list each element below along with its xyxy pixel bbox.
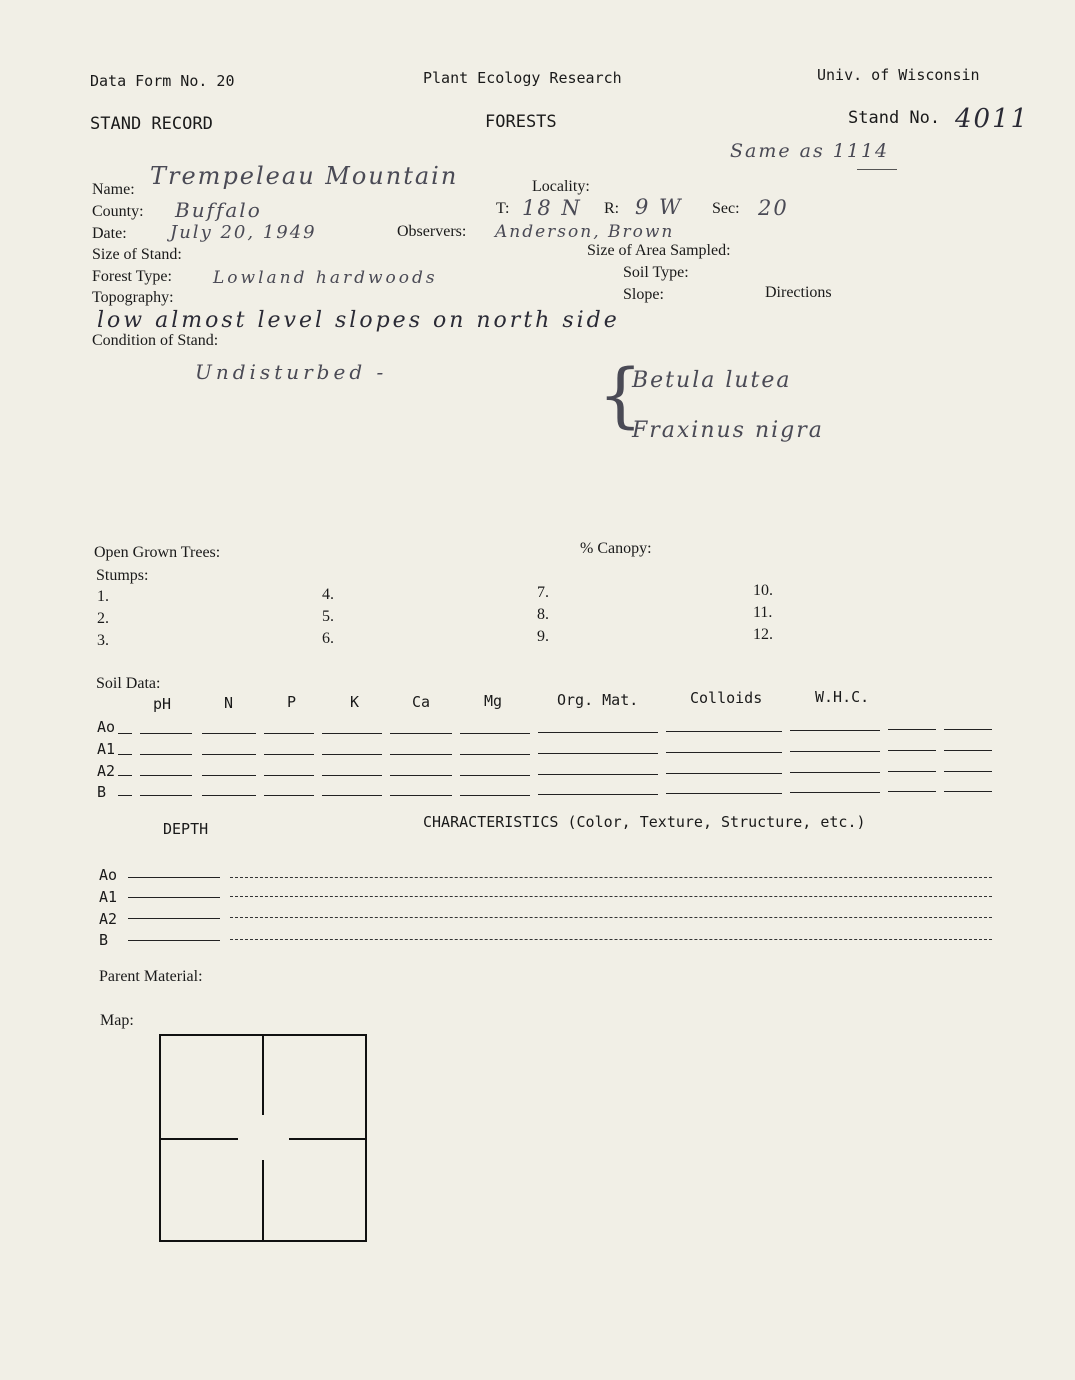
forest-type-label: Forest Type: xyxy=(92,268,172,285)
stump-number: 10. xyxy=(753,582,773,599)
stump-number: 9. xyxy=(537,628,549,645)
soil-horizon-label: A1 xyxy=(97,740,116,758)
profile-horizon-label: A2 xyxy=(99,910,118,928)
depth-label: DEPTH xyxy=(163,820,209,838)
locality-label: Locality: xyxy=(532,178,590,195)
stumps-label: Stumps: xyxy=(96,567,149,584)
map-line-top xyxy=(262,1036,264,1115)
record-category: FORESTS xyxy=(485,112,557,132)
condition-label: Condition of Stand: xyxy=(92,332,219,349)
county-label: County: xyxy=(92,203,144,220)
university-name: Univ. of Wisconsin xyxy=(817,66,980,84)
stump-number: 4. xyxy=(322,586,334,603)
soil-col-ca: Ca xyxy=(412,693,431,711)
soil-horizon-label: B xyxy=(97,783,107,801)
stump-number: 12. xyxy=(753,626,773,643)
soil-col-colloids: Colloids xyxy=(690,689,763,707)
soil-col-whc: W.H.C. xyxy=(815,688,870,706)
soil-horizon-label: Ao xyxy=(97,718,116,736)
parent-material-label: Parent Material: xyxy=(99,968,203,985)
characteristics-label: CHARACTERISTICS (Color, Texture, Structure, etc.) xyxy=(423,813,866,831)
soil-col-org-mat: Org. Mat. xyxy=(557,691,639,709)
date-value: July 20, 1949 xyxy=(170,222,317,243)
name-label: Name: xyxy=(92,181,135,198)
stump-number: 3. xyxy=(97,632,109,649)
township-value: 18 N xyxy=(522,196,582,220)
soil-data-label: Soil Data: xyxy=(96,675,161,692)
topography-label: Topography: xyxy=(92,289,174,306)
map-line-bottom xyxy=(262,1160,264,1242)
date-label: Date: xyxy=(92,225,127,242)
size-of-area-label: Size of Area Sampled: xyxy=(587,242,731,259)
size-of-stand-label: Size of Stand: xyxy=(92,246,182,263)
soil-col-mg: Mg xyxy=(484,692,503,710)
topography-value: low almost level slopes on north side xyxy=(97,308,620,333)
same-as-note: Same as 1114 xyxy=(730,140,890,162)
record-type: STAND RECORD xyxy=(90,114,213,134)
species-fraxinus-nigra: Fraxinus nigra xyxy=(632,418,824,443)
stump-number: 7. xyxy=(537,584,549,601)
stump-number: 5. xyxy=(322,608,334,625)
profile-horizon-label: B xyxy=(99,931,109,949)
same-as-underline xyxy=(857,169,897,170)
county-value: Buffalo xyxy=(175,198,262,222)
stand-number-value: 4011 xyxy=(955,104,1030,134)
range-label: R: xyxy=(604,200,620,217)
department-title: Plant Ecology Research xyxy=(423,69,622,87)
forest-type-value: Lowland hardwoods xyxy=(213,268,438,288)
form-number: Data Form No. 20 xyxy=(90,72,235,90)
name-value: Trempeleau Mountain xyxy=(150,162,459,190)
soil-horizon-label: A2 xyxy=(97,762,116,780)
species-brace: { xyxy=(598,354,643,436)
section-label: Sec: xyxy=(712,200,740,217)
stump-number: 1. xyxy=(97,588,109,605)
soil-col-ph: pH xyxy=(153,695,172,713)
soil-col-k: K xyxy=(350,693,360,711)
township-label: T: xyxy=(496,200,510,217)
soil-type-label: Soil Type: xyxy=(623,264,689,281)
stand-number-label: Stand No. xyxy=(848,108,941,128)
soil-col-p: P xyxy=(287,693,297,711)
range-value: 9 W xyxy=(635,195,683,219)
condition-value: Undisturbed - xyxy=(195,360,388,384)
open-grown-trees-label: Open Grown Trees: xyxy=(94,544,221,561)
soil-col-n: N xyxy=(224,694,234,712)
stump-number: 11. xyxy=(753,604,773,621)
species-betula-lutea: Betula lutea xyxy=(632,368,792,393)
map-grid xyxy=(159,1034,367,1242)
map-line-left xyxy=(161,1138,238,1140)
map-line-right xyxy=(289,1138,367,1140)
directions-label: Directions xyxy=(765,284,832,301)
stump-number: 2. xyxy=(97,610,109,627)
profile-horizon-label: A1 xyxy=(99,888,118,906)
profile-horizon-label: Ao xyxy=(99,866,118,884)
observers-label: Observers: xyxy=(397,223,467,240)
stump-number: 6. xyxy=(322,630,334,647)
canopy-label: % Canopy: xyxy=(580,540,652,557)
map-label: Map: xyxy=(100,1012,134,1029)
observers-value: Anderson, Brown xyxy=(495,222,675,242)
slope-label: Slope: xyxy=(623,286,664,303)
stump-number: 8. xyxy=(537,606,549,623)
section-value: 20 xyxy=(758,196,789,220)
